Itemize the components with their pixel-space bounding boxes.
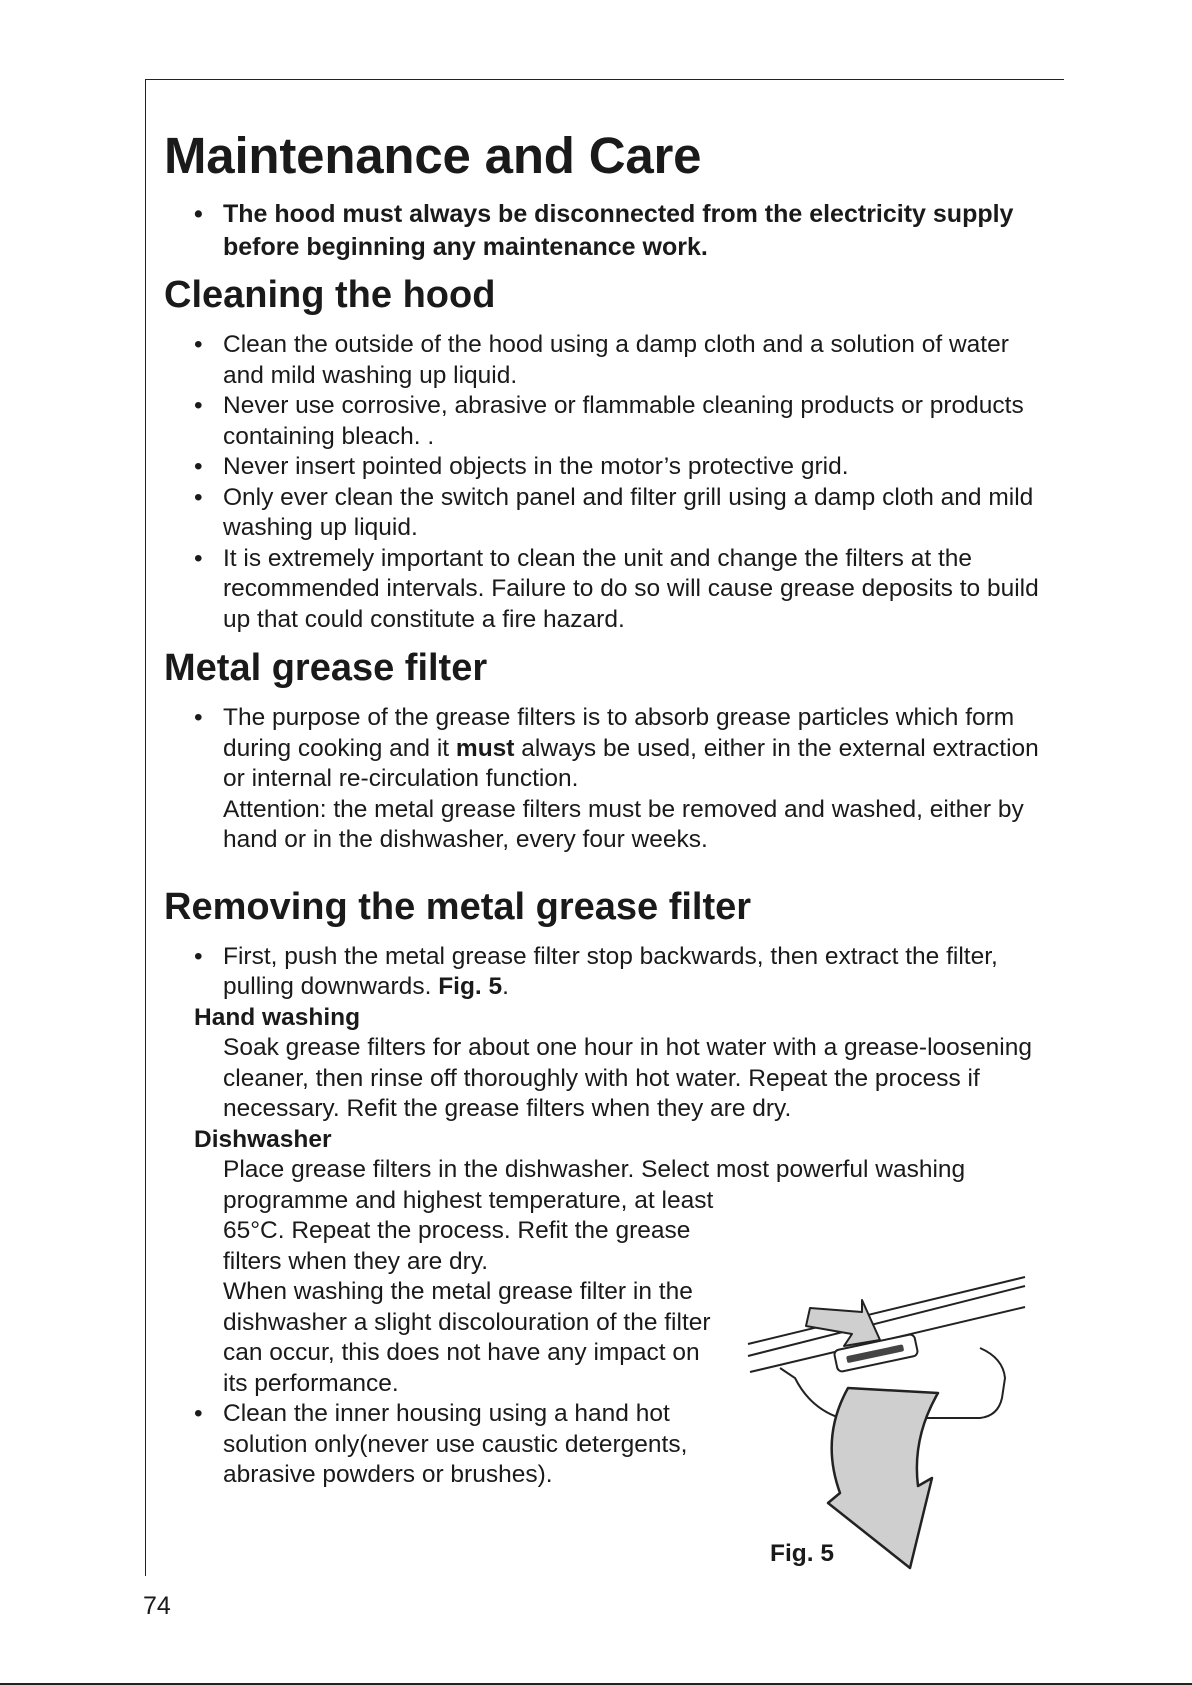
list-item: • Clean the outside of the hood using a damp cloth and a solution of water and mild washing up liquid. — [164, 330, 1044, 391]
list-item: • Clean the inner housing using a hand hot solution only(never use caustic detergents, abrasive powders or brushes). — [164, 1399, 723, 1491]
list-item: • Never insert pointed objects in the motor’s protective grid. — [164, 452, 1044, 483]
removing-list — [164, 942, 1044, 1003]
dishwasher-text: programme and highest temperature, at least 65°C. Repeat the process. Refit the grease filters when they are dry. — [223, 1186, 714, 1275]
dishwasher-text-line: Place grease filters in the dishwasher. Select most powerful washing — [223, 1156, 966, 1183]
list-item — [164, 942, 1044, 1003]
text: The purpose of the grease filters is to absorb grease particles which form during cooking and it — [223, 704, 1015, 762]
page-title: Maintenance and Care — [164, 127, 702, 184]
warning-list — [164, 198, 1044, 264]
text: First, push the metal grease filter stop backwards, then extract the filter, pulling downwards. — [223, 942, 998, 1000]
section-heading-cleaning: Cleaning the hood — [164, 274, 496, 316]
list-item: • It is extremely important to clean the unit and change the filters at the recommended intervals. Failure to do so will cause grease deposits to build up that could constitute a fire hazard. — [164, 544, 1044, 636]
hand-washing-text: Soak grease filters for about one hour in hot water with a grease-loosening cleaner, then rinse off thoroughly with hot water. Repeat the process if necessary. Refit the grease filters when they are dry. — [223, 1034, 1032, 1122]
filter-removal-illustration — [740, 1268, 1030, 1578]
metal-filter-list — [164, 703, 1044, 795]
page-number: 74 — [143, 1592, 171, 1620]
page-frame-left — [145, 79, 146, 1576]
subheading-dishwasher: Dishwasher — [194, 1125, 332, 1153]
warning-item: • The hood must always be disconnected from the electricity supply before beginning any maintenance work. — [164, 198, 1044, 264]
emphasis-text: must — [455, 734, 515, 762]
section-heading-removing: Removing the metal grease filter — [164, 885, 752, 928]
list-item: • Never use corrosive, abrasive or flammable cleaning products or products containing bleach. . — [164, 391, 1044, 452]
list-item: • Only ever clean the switch panel and filter grill using a damp cloth and mild washing up liquid. — [164, 483, 1044, 544]
list-item — [164, 703, 1044, 795]
figure-reference: Fig. 5 — [438, 973, 503, 1000]
figure-label: Fig. 5 — [770, 1540, 834, 1567]
dishwasher-note: When washing the metal grease filter in the dishwasher a slight discolouration of the filter can occur, this does not have any impact on its performance. — [223, 1278, 711, 1397]
subheading-hand-washing: Hand washing — [194, 1003, 361, 1031]
section-heading-metal-filter: Metal grease filter — [164, 647, 488, 689]
attention-note: Attention: the metal grease filters must be removed and washed, either by hand or in the dishwasher, every four weeks. — [223, 795, 1024, 853]
page-frame-top — [145, 79, 1064, 80]
cleaning-list — [164, 330, 1044, 635]
text: . — [502, 973, 509, 1000]
text: always be used, either in the external extraction or internal re-circulation function. — [223, 734, 1039, 792]
